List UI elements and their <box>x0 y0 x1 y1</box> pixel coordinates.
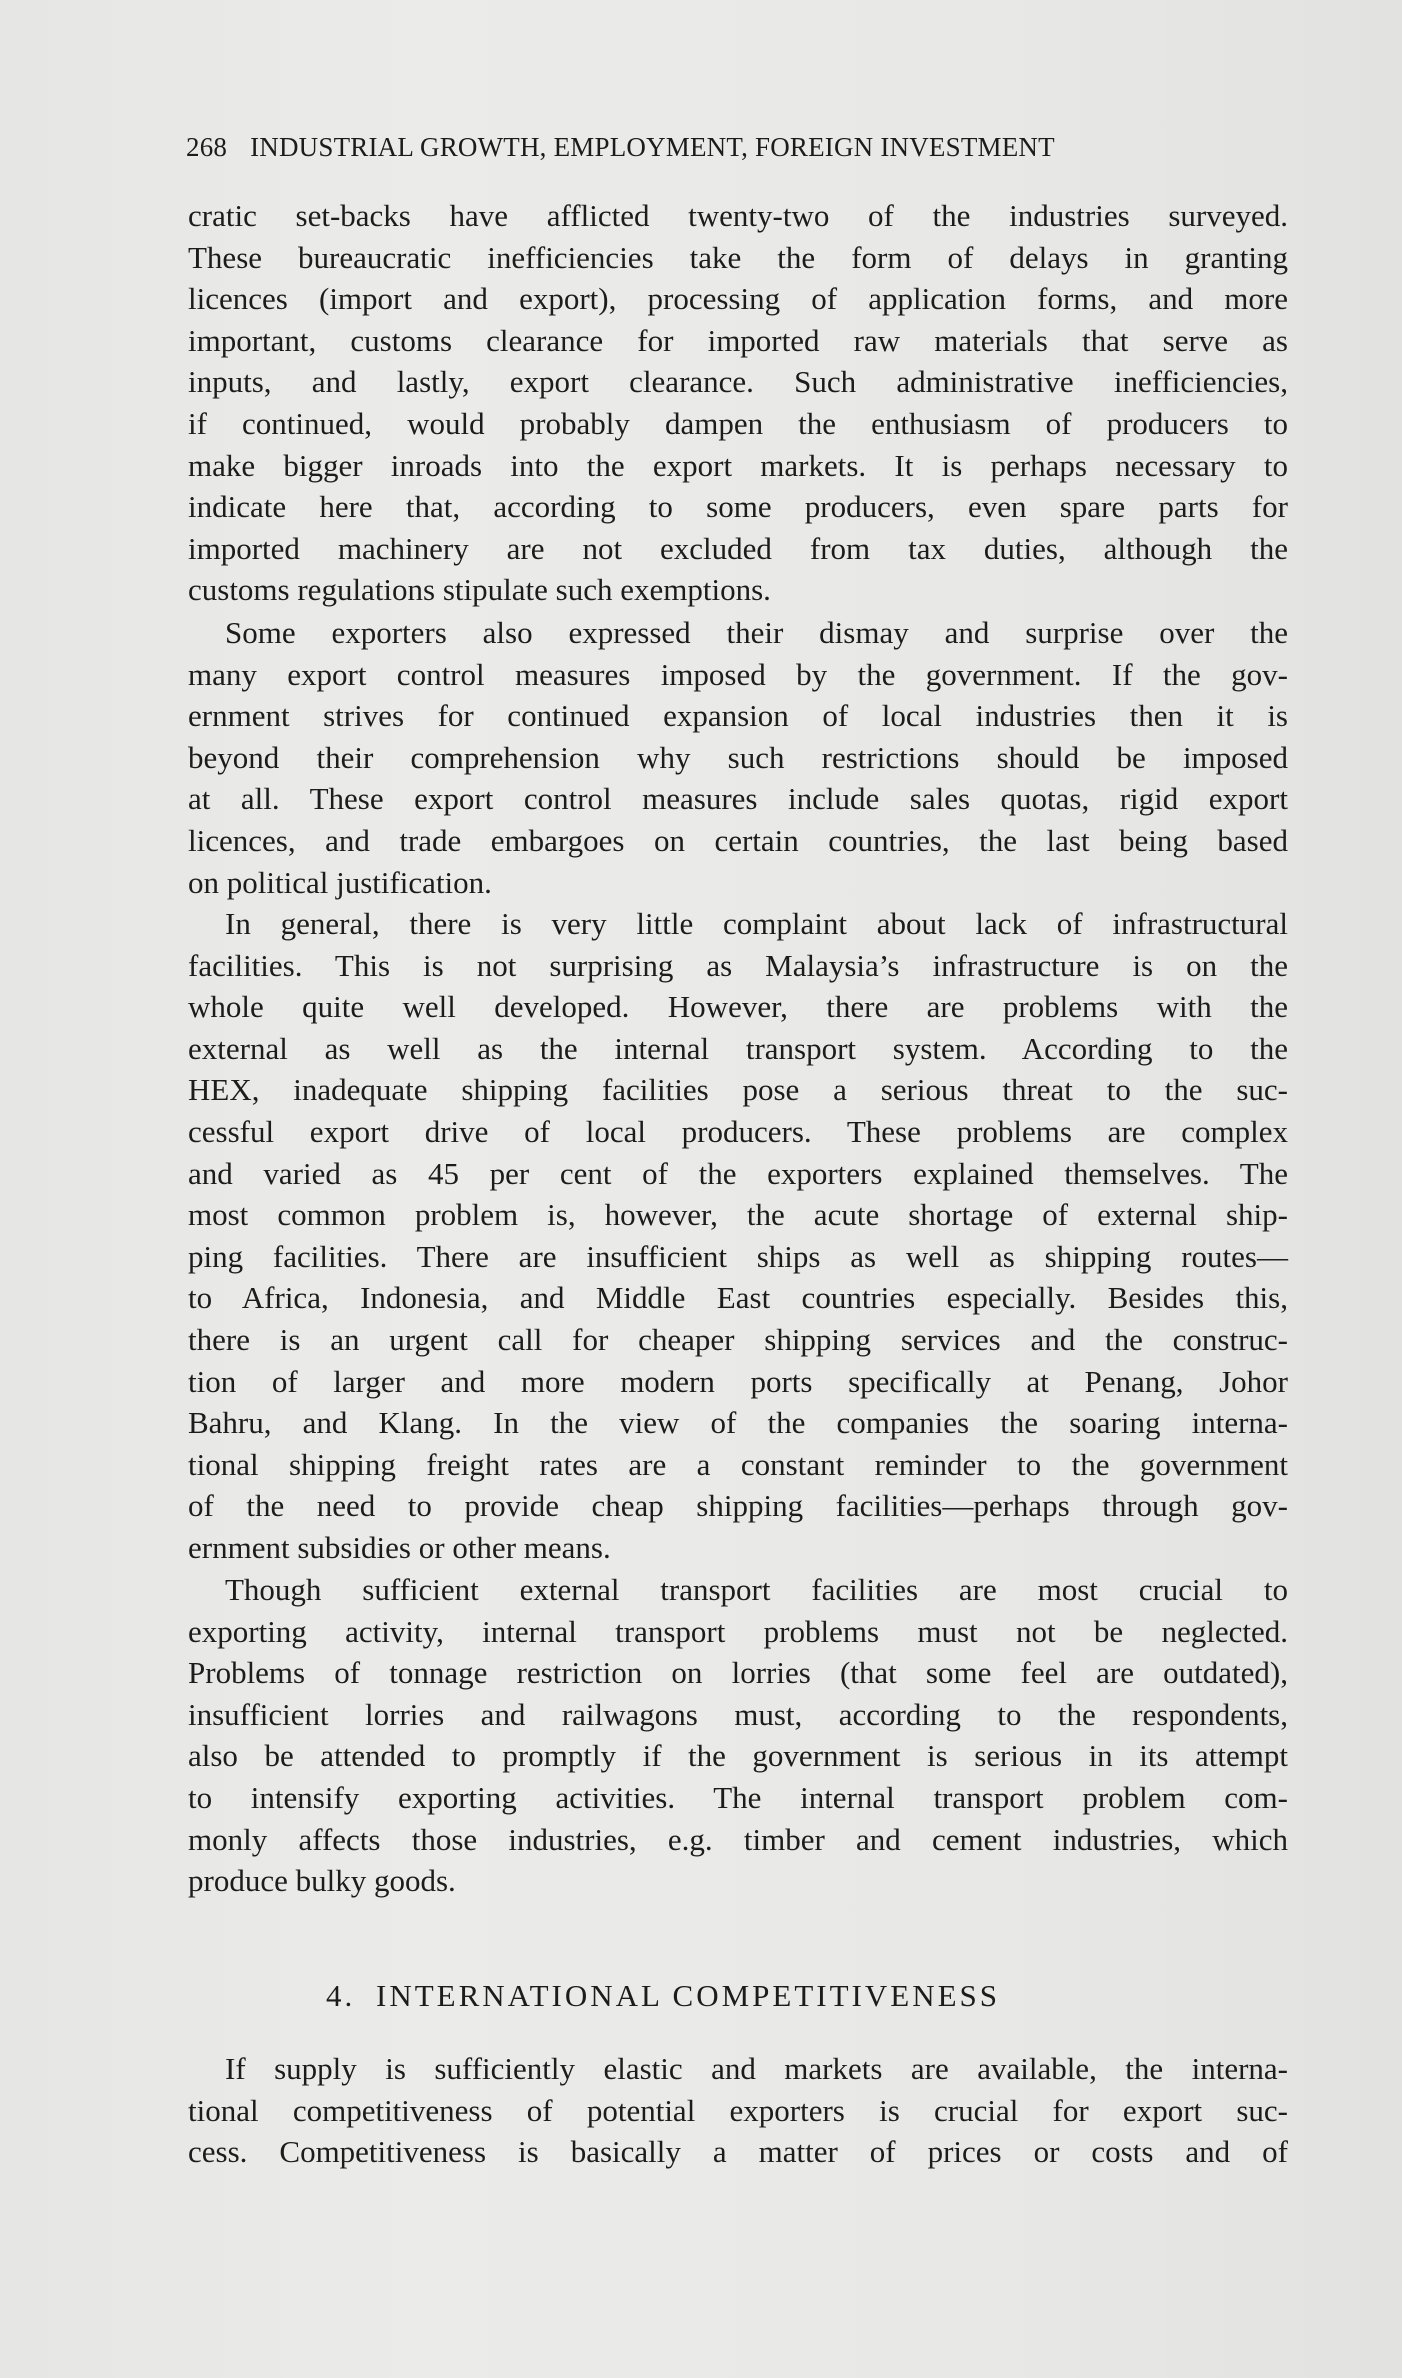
paragraph-infrastructure <box>188 903 1288 1569</box>
running-title: INDUSTRIAL GROWTH, EMPLOYMENT, FOREIGN INVESTMENT <box>250 132 1055 162</box>
text-line: exporting activity, internal transport problems must not be neglected. <box>188 1613 1288 1649</box>
paragraph-export-controls <box>188 612 1288 903</box>
text-line: and varied as 45 per cent of the exporters explained themselves. The <box>188 1155 1288 1191</box>
text-line: many export control measures imposed by the government. If the gov- <box>188 656 1288 692</box>
text-line: Though sufficient external transport facilities are most crucial to <box>225 1572 1288 1607</box>
text-line: tional competitiveness of potential exporters is crucial for export suc- <box>188 2092 1288 2128</box>
text-line: also be attended to promptly if the government is serious in its attempt <box>188 1738 1288 1774</box>
text-line: produce bulky goods. <box>188 1863 456 1899</box>
running-header <box>186 132 1055 163</box>
paragraph-competitiveness <box>188 2048 1288 2173</box>
text-line: In general, there is very little complaint about lack of infrastructural <box>225 906 1288 941</box>
text-line: Bahru, and Klang. In the view of the companies the soaring interna- <box>188 1405 1288 1441</box>
text-line: whole quite well developed. However, there are problems with the <box>188 989 1288 1025</box>
text-line: insufficient lorries and railwagons must, according to the respondents, <box>188 1696 1288 1732</box>
text-line: on political justification. <box>188 864 492 900</box>
text-line: external as well as the internal transport system. According to the <box>188 1030 1288 1066</box>
text-line: indicate here that, according to some producers, even spare parts for <box>188 489 1288 525</box>
text-line: tion of larger and more modern ports specifically at Penang, Johor <box>188 1363 1288 1399</box>
text-line: ernment strives for continued expansion of local industries then it is <box>188 698 1288 734</box>
text-line: there is an urgent call for cheaper shipping services and the construc- <box>188 1321 1288 1357</box>
paragraph-bureaucratic-inefficiencies <box>188 195 1288 611</box>
text-line: ping facilities. There are insufficient ships as well as shipping routes— <box>188 1238 1288 1274</box>
text-line: licences (import and export), processing of application forms, and more <box>188 281 1288 317</box>
text-line: at all. These export control measures include sales quotas, rigid export <box>188 781 1288 817</box>
text-line: Problems of tonnage restriction on lorries (that some feel are outdated), <box>188 1655 1288 1691</box>
text-line: monly affects those industries, e.g. timber and cement industries, which <box>188 1821 1288 1857</box>
text-line: tional shipping freight rates are a constant reminder to the government <box>188 1446 1288 1482</box>
text-line: cessful export drive of local producers. These problems are complex <box>188 1113 1288 1149</box>
text-line: of the need to provide cheap shipping facilities—perhaps through gov- <box>188 1488 1288 1524</box>
text-line: to intensify exporting activities. The internal transport problem com- <box>188 1779 1288 1815</box>
section-heading <box>326 1978 1000 2014</box>
text-line: customs regulations stipulate such exemptions. <box>188 572 771 608</box>
page-number: 268 <box>186 132 228 162</box>
text-line: ernment subsidies or other means. <box>188 1529 611 1565</box>
text-line: most common problem is, however, the acute shortage of external ship- <box>188 1197 1288 1233</box>
text-line: If supply is sufficiently elastic and markets are available, the interna- <box>225 2051 1288 2086</box>
text-line: facilities. This is not surprising as Malaysia’s infrastructure is on the <box>188 947 1288 983</box>
text-line: imported machinery are not excluded from tax duties, although the <box>188 530 1288 566</box>
text-line: Some exporters also expressed their dismay and surprise over the <box>225 615 1288 650</box>
text-line: inputs, and lastly, export clearance. Such administrative inefficiencies, <box>188 364 1288 400</box>
text-line: HEX, inadequate shipping facilities pose a serious threat to the suc- <box>188 1072 1288 1108</box>
section-number: 4. <box>326 1978 356 2013</box>
text-line: cess. Competitiveness is basically a matter of prices or costs and of <box>188 2134 1288 2170</box>
text-line: important, customs clearance for imported raw materials that serve as <box>188 322 1288 358</box>
text-line: beyond their comprehension why such restrictions should be imposed <box>188 739 1288 775</box>
text-line: cratic set-backs have afflicted twenty-two of the industries surveyed. <box>188 198 1288 233</box>
text-line: if continued, would probably dampen the enthusiasm of producers to <box>188 405 1288 441</box>
text-line: to Africa, Indonesia, and Middle East countries especially. Besides this, <box>188 1280 1288 1316</box>
section-title: INTERNATIONAL COMPETITIVENESS <box>376 1978 1001 2013</box>
paragraph-internal-transport <box>188 1569 1288 1902</box>
text-line: These bureaucratic inefficiencies take the form of delays in granting <box>188 239 1288 275</box>
text-line: licences, and trade embargoes on certain countries, the last being based <box>188 822 1288 858</box>
text-line: make bigger inroads into the export markets. It is perhaps necessary to <box>188 447 1288 483</box>
